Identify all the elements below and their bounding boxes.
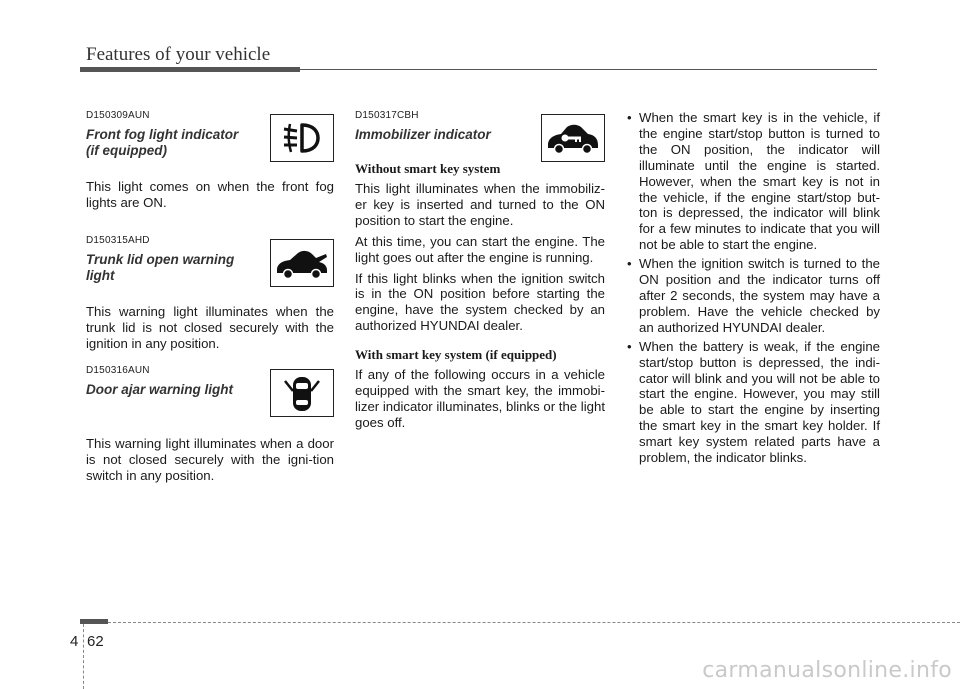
section-body: This warning light illuminates when the trunk lid is not closed securely with the ignition in any position. (86, 304, 334, 351)
middle-column (355, 110, 605, 431)
paragraph: At this time, you can start the engine. The light goes out after the engine is running. (355, 233, 605, 265)
page-number: 62 (87, 633, 104, 650)
subheading-without-smart-key: Without smart key system (355, 161, 501, 176)
immobilizer-car-key-icon (541, 114, 605, 162)
section-code: D150317CBH (355, 110, 419, 121)
watermark: carmanualsonline.info (702, 658, 952, 683)
section-front-fog-light (86, 110, 334, 235)
paragraph: If this light blinks when the ignition switch is in the ON position before starting the engine, have the system checked by an authorized HYUNDAI dealer. (355, 270, 605, 334)
section-code: D150315AHD (86, 235, 150, 246)
list-item: • When the smart key is in the vehicle, if the engine start/stop button is turned to the ON position, the indicator will illuminate until the engine is started. However, when the smart key is not in the vehicle, if the engine start/stop but-ton is depressed, the indicator will blink for a few minutes to indicate that you will not be able to start the engine. (625, 110, 880, 253)
section-body: This warning light illuminates when a door is not closed securely with the igni-tion switch in any position. (86, 436, 334, 483)
right-column (625, 110, 880, 469)
section-title: Front fog light indicator (if equipped) (86, 127, 239, 158)
list-item: • When the battery is weak, if the engine start/stop button is depressed, the indi-cator will blink and you will not be able to start the engine. However, you may still be able to start the engine by inserting the smart key in the smart key holder. If smart key system related parts have a problem, the indicator blinks. (625, 339, 880, 466)
header-rule (80, 67, 300, 72)
bullet-list (625, 110, 880, 466)
chapter-number: 4 (70, 633, 79, 650)
paragraph: If any of the following occurs in a vehicle equipped with the smart key, the immobi-lizer indicator illuminates, blinks or the light goes off. (355, 367, 605, 430)
section-code: D150309AUN (86, 110, 150, 121)
list-item: • When the ignition switch is turned to the ON position and the indicator turns off after 2 seconds, the system may have a problem. Have the vehicle checked by an authorized HYUNDAI dealer. (625, 256, 880, 336)
header-rule-thin (300, 69, 877, 70)
footer-rule (80, 619, 108, 624)
section-body: This light comes on when the front fog lights are ON. (86, 179, 334, 210)
subheading-with-smart-key: With smart key system (if equipped) (355, 347, 557, 363)
page-header-title: Features of your vehicle (86, 44, 271, 65)
left-column (86, 110, 334, 484)
section-code: D150316AUN (86, 365, 150, 376)
front-fog-light-icon (270, 114, 334, 162)
section-trunk-open (86, 235, 334, 365)
section-title: Immobilizer indicator (355, 127, 491, 142)
door-ajar-icon (270, 369, 334, 417)
footer-rule-dashed (108, 622, 960, 623)
trunk-open-icon (270, 239, 334, 287)
section-immobilizer (355, 110, 605, 431)
section-door-ajar (86, 365, 334, 484)
footer-divider (83, 624, 84, 689)
paragraph: This light illuminates when the immobiliz-er key is inserted and turned to the ON position to start the engine. (355, 181, 605, 228)
section-title: Trunk lid open warning light (86, 252, 235, 283)
section-title: Door ajar warning light (86, 382, 234, 397)
